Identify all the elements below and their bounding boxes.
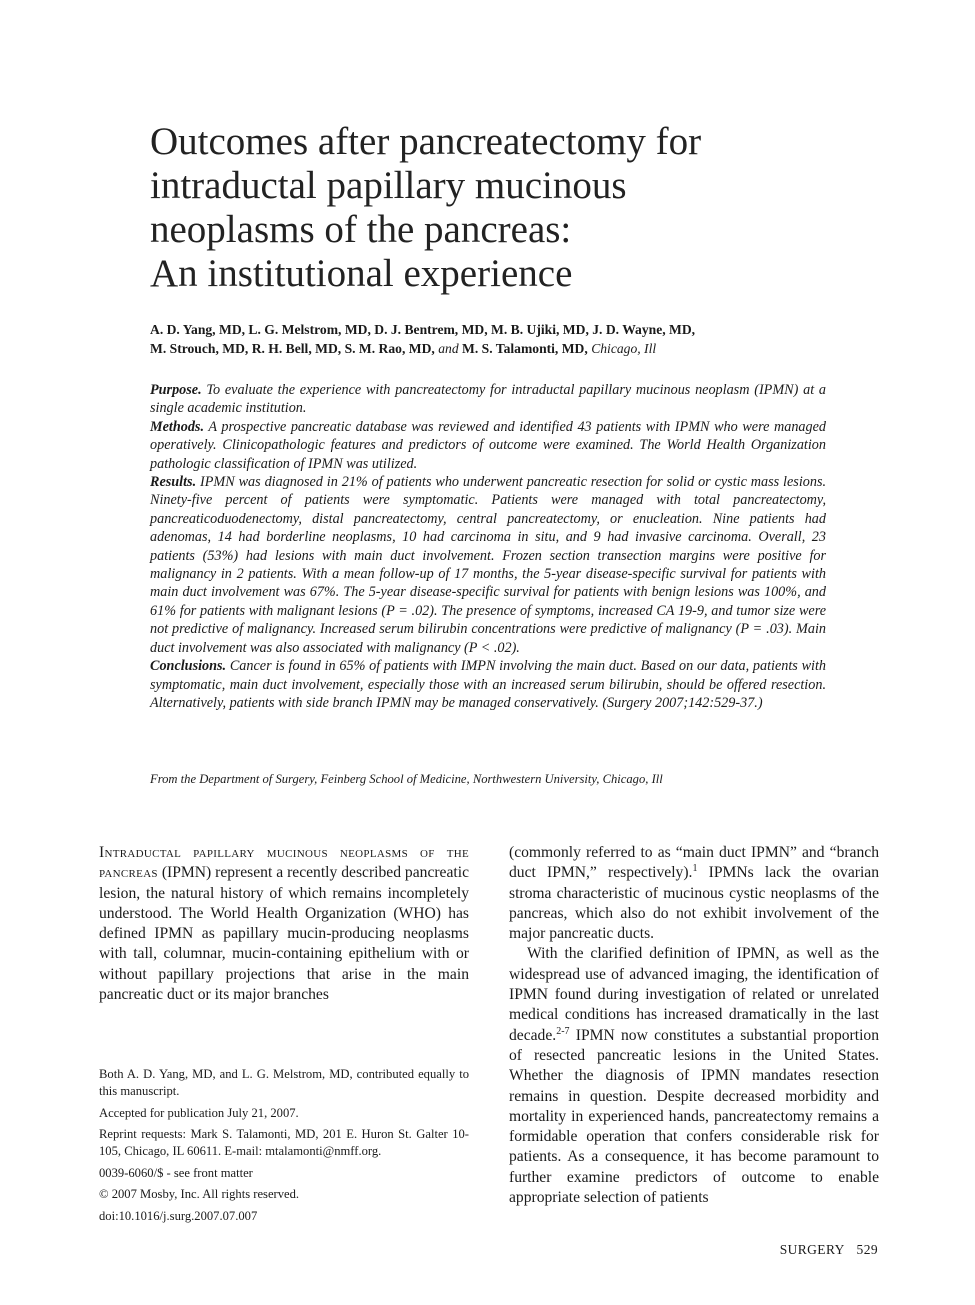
body-paragraph	[509, 843, 879, 944]
intro-lead: Intraductal papillary mucinous neoplasms of the pancreas	[99, 844, 469, 882]
author-names: M. Strouch, MD, R. H. Bell, MD, S. M. Rao, MD,	[150, 341, 435, 356]
author-line-2	[150, 339, 850, 358]
purpose-label: Purpose.	[150, 382, 202, 398]
methods-label: Methods.	[150, 418, 204, 435]
intro-paragraph	[99, 843, 469, 1005]
page-footer	[780, 1242, 878, 1258]
conclusions-text: Cancer is found in 65% of patients with IMPN involving the main duct. Based on our data, patients with symptomatic, main duct involvement, especially those with an increased serum bilirubin, should be offered resection. Alternatively, patients with side branch IPMN may be managed conservatively. (Surgery 2007;142:529-37.)	[150, 658, 827, 711]
article-title	[150, 120, 870, 296]
title-line: neoplasms of the pancreas:	[150, 208, 572, 251]
note-accepted: Accepted for publication July 21, 2007.	[99, 1105, 299, 1120]
author-last: M. S. Talamonti, MD,	[462, 341, 588, 356]
abstract	[150, 381, 826, 712]
author-line-1: A. D. Yang, MD, L. G. Melstrom, MD, D. J. Bentrem, MD, M. B. Ujiki, MD, J. D. Wayne, MD,	[150, 322, 696, 337]
footnotes	[99, 1066, 469, 1229]
results-label: Results.	[150, 474, 197, 491]
title-line: intraductal papillary mucinous	[150, 164, 627, 207]
p2-text-b: IPMN now constitutes a substantial proportion of resected pancreatic lesions in the United States. Whether the diagnosis of IPMN mandates resection remains in question. Despite decreased morbidity and mortality in experienced hands, pancreatectomy remains a formidable operation that confers considerable risk for patients. As a consequence, it has become paramount to further examine predictors of outcome to enable appropriate selection of patients	[509, 1026, 879, 1207]
p1-text-b: IPMNs lack the ovarian stroma characteristic of mucinous cystic neoplasms of the pancreas, which also do not exhibit involvement of the major pancreatic ducts.	[509, 864, 880, 943]
note-doi: doi:10.1016/j.surg.2007.07.007	[99, 1208, 258, 1223]
p1-text-a: (commonly referred to as “main duct IPMN” and “branch duct IPMN,” respectively).	[509, 844, 879, 882]
abstract-purpose	[150, 381, 826, 418]
page-number: 529	[856, 1242, 878, 1257]
abstract-conclusions	[150, 657, 826, 712]
title-line: Outcomes after pancreatectomy for	[150, 120, 702, 163]
abstract-methods	[150, 418, 826, 473]
conclusions-label: Conclusions.	[150, 658, 227, 675]
journal-name: SURGERY	[779, 1242, 845, 1257]
body-column-left	[99, 843, 469, 1005]
abstract-results	[150, 473, 826, 657]
title-line: An institutional experience	[150, 252, 573, 295]
results-text: IPMN was diagnosed in 21% of patients who underwent pancreatic resection for solid or cystic mass lesions. Ninety-five percent of patients were symptomatic. Patients were managed with total pancreatectomy, pancreaticoduodenectomy, distal pancreatectomy, central pancreatectomy, or enucleation. Nine patients had adenomas, 14 had borderline neoplasms, 10 had carcinoma in situ, and 9 had invasive carcinoma. Overall, 23 patients (53%) had lesions with main duct involvement. Frozen section transection margins were positive for malignancy in 2 patients. With a mean follow-up of 17 months, the 5-year disease-specific survival for patients with main duct involvement was 67%. The 5-year disease-specific survival for patients with benign lesions was 100%, and 61% for patients with malignant lesions (P = .02). The presence of symptoms, increased CA 19-9, and tumor size were not predictive of malignancy. Increased serum bilirubin concentrations were predictive of malignancy (P = .03). Main duct involvement was also associated with malignancy (P < .02).	[150, 474, 827, 656]
citation-ref: 1	[692, 863, 698, 875]
p2-text-a: With the clarified definition of IPMN, as well as the widespread use of advanced imaging, the identification of IPMN found during investigation of related or unrelated medical conditions has increased dramatically in the last decade.	[509, 945, 879, 1044]
purpose-text: To evaluate the experience with pancreatectomy for intraductal papillary mucinous neoplasm (IPMN) at a single academic institution.	[150, 382, 826, 417]
intro-text: (IPMN) represent a recently described pancreatic lesion, the natural history of which remains incompletely understood. The World Health Organization (WHO) has defined IPMN as papillary mucin-producing neoplasms with tall, columnar, mucin-containing epithelium with or without papillary projections that arise in the main pancreatic duct or its major branches	[99, 864, 469, 1004]
note-contribution: Both A. D. Yang, MD, and L. G. Melstrom, MD, contributed equally to this manuscript.	[99, 1067, 469, 1098]
body-paragraph	[509, 944, 879, 1208]
citation-ref: 2-7	[556, 1025, 570, 1037]
body-column-right	[509, 843, 879, 1208]
affiliation: From the Department of Surgery, Feinberg School of Medicine, Northwestern University, Chicago, Ill	[150, 772, 663, 786]
author-list	[150, 320, 850, 358]
methods-text: A prospective pancreatic database was reviewed and identified 43 patients with IPMN who were managed operatively. Clinicopathologic features and predictors of outcome were examined. The World Health Organization pathologic classification of IPMN was utilized.	[150, 418, 827, 472]
author-location: Chicago, Ill	[591, 341, 657, 356]
note-issn: 0039-6060/$ - see front matter	[99, 1165, 253, 1180]
author-and: and	[438, 341, 459, 356]
note-copyright: © 2007 Mosby, Inc. All rights reserved.	[99, 1187, 300, 1201]
note-reprints: Reprint requests: Mark S. Talamonti, MD, 201 E. Huron St. Galter 10-105, Chicago, IL 60611. E-mail: mtalamonti@nmff.org.	[99, 1127, 469, 1158]
